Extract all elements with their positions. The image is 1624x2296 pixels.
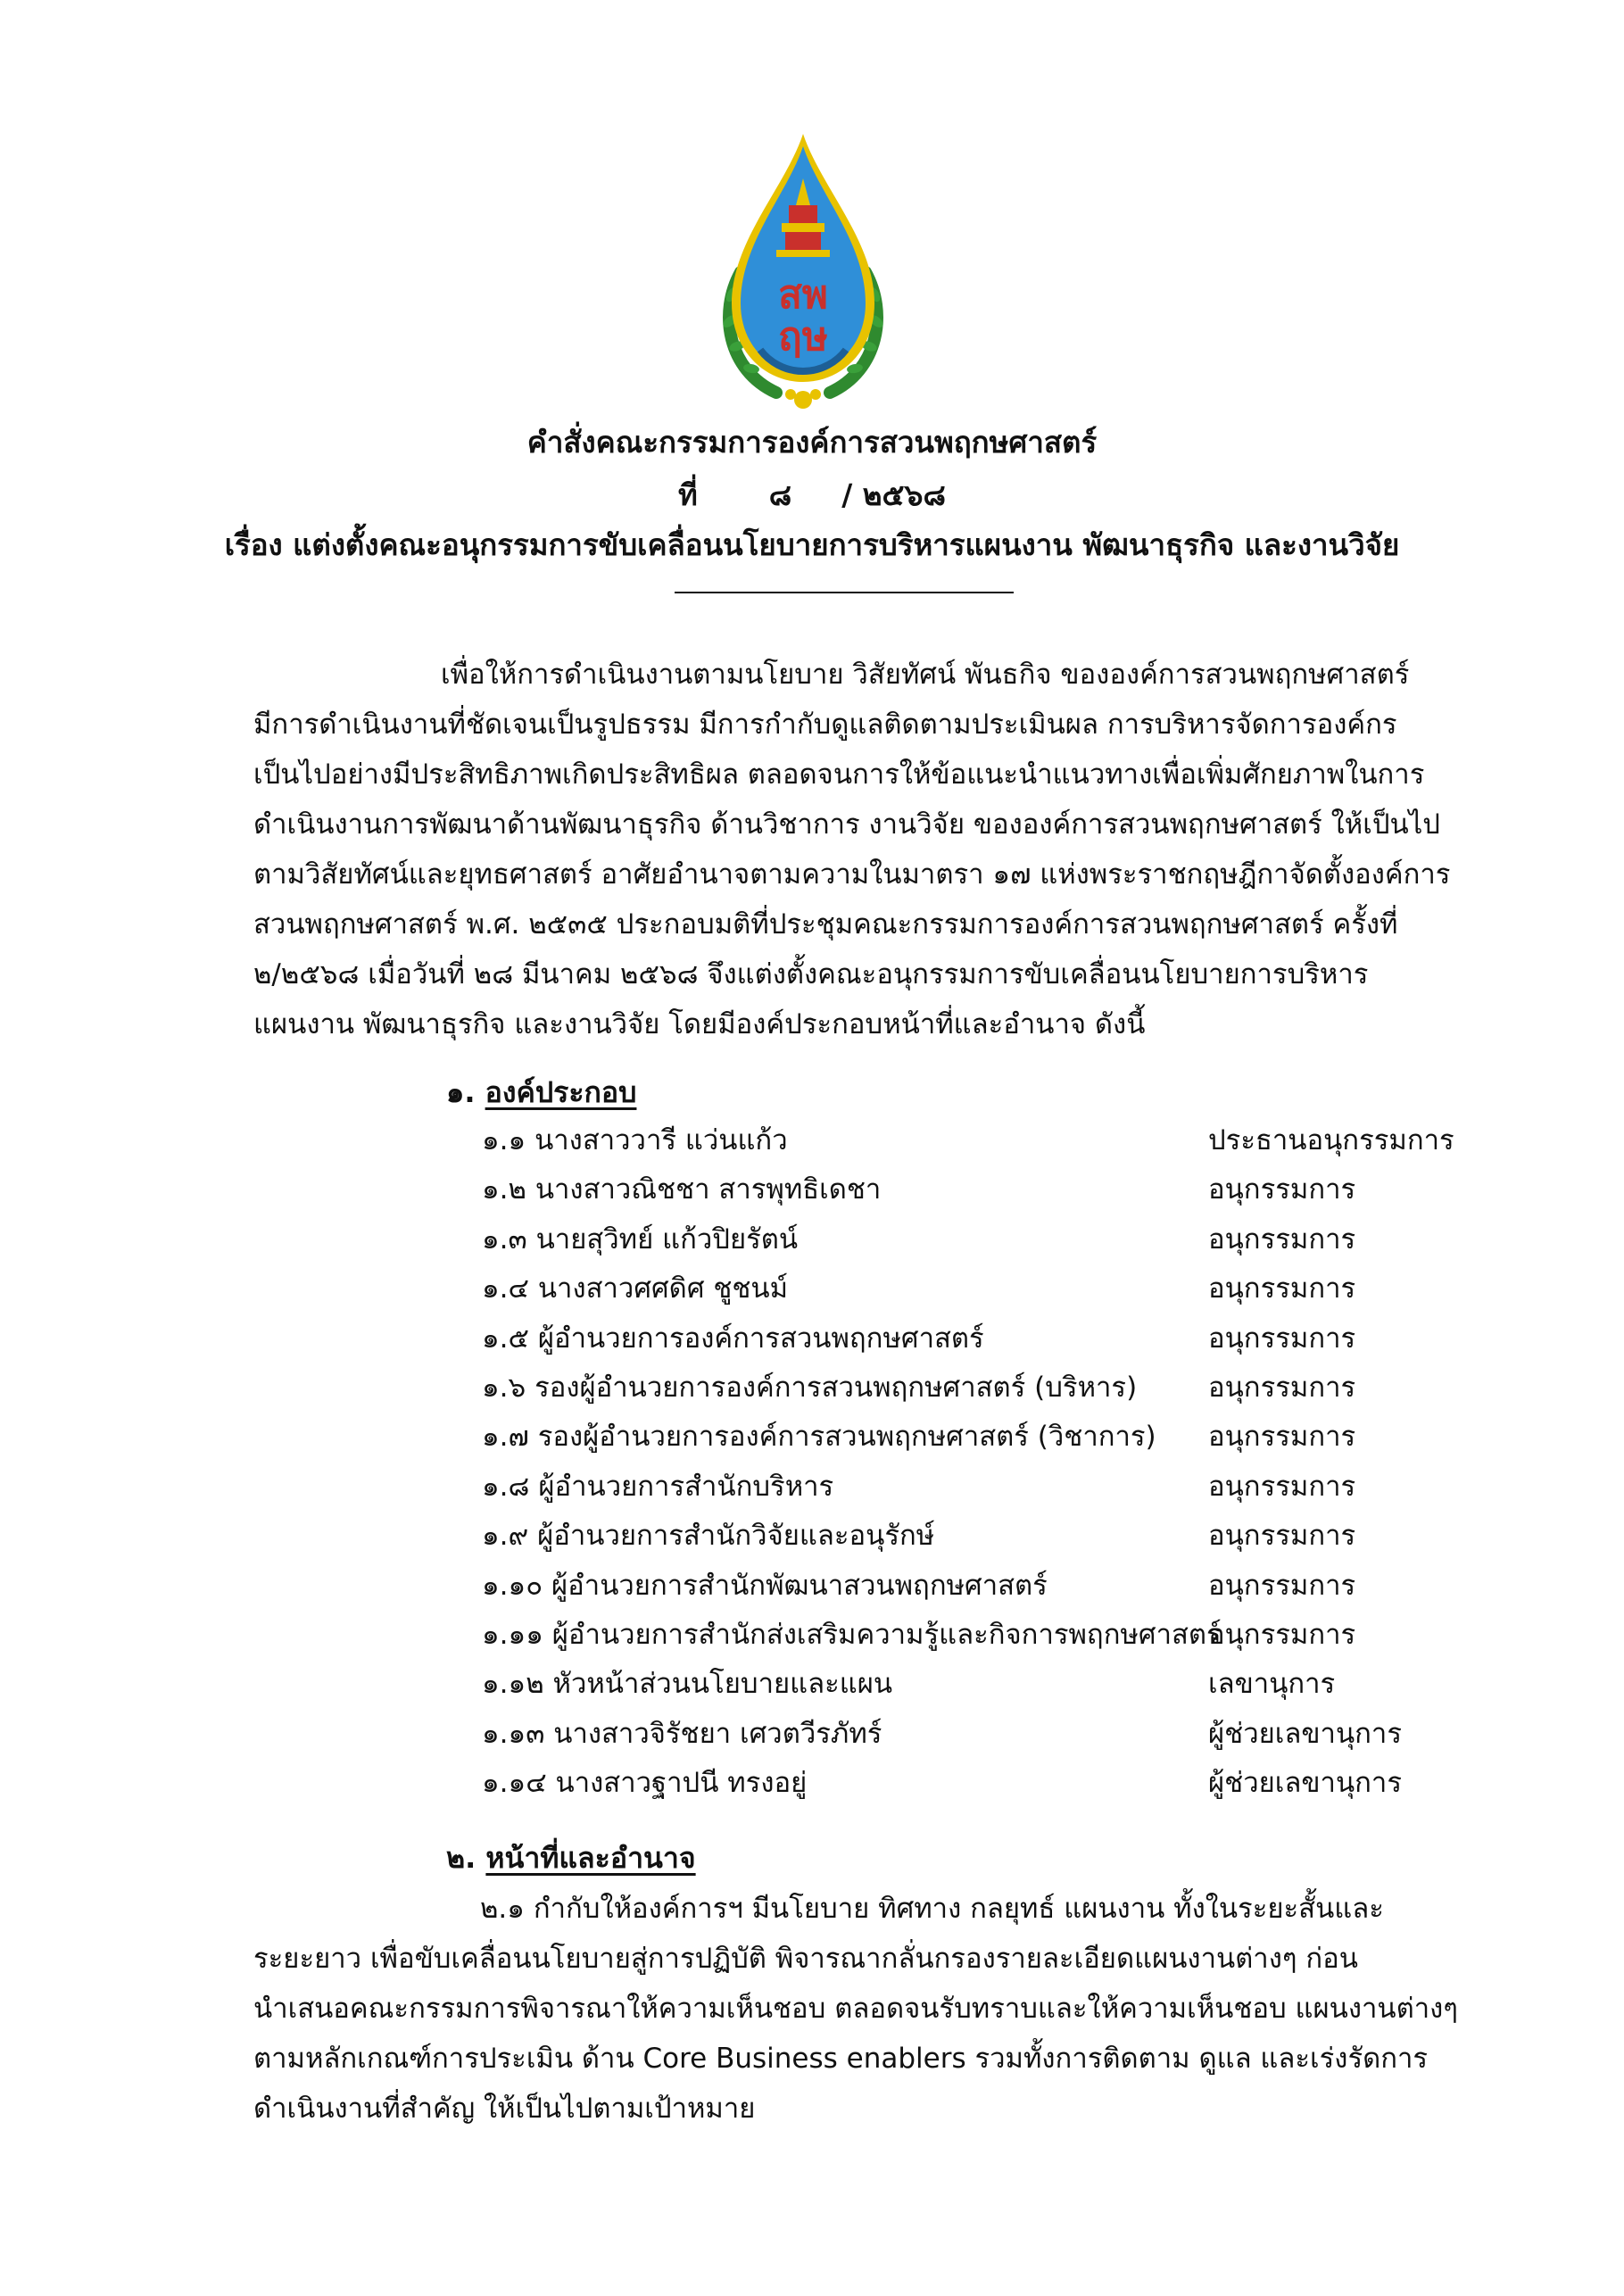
member-name: รองผู้อำนวยการองค์การสวนพฤกษศาสตร์ (วิชาการ) [537, 1421, 1156, 1454]
member-number: ๑.๖ [482, 1371, 526, 1404]
member-name: นางสาวศศดิศ ชูชนม์ [537, 1272, 789, 1305]
member-row [482, 1463, 1481, 1512]
member-row [482, 1512, 1481, 1561]
member-row [482, 1562, 1481, 1611]
member-number: ๑.๗ [482, 1421, 529, 1454]
member-role: อนุกรรมการ [1208, 1223, 1356, 1256]
member-row [482, 1264, 1481, 1314]
order-subject: เรื่อง แต่งตั้งคณะอนุกรรมการขับเคลื่อนนโยบายการบริหารแผนงาน พัฒนาธุรกิจ และงานวิจัย [224, 527, 1400, 562]
member-name: นางสาวฐาปนี ทรงอยู่ [555, 1767, 808, 1800]
member-role: อนุกรรมการ [1208, 1470, 1356, 1503]
member-number: ๑.๑๔ [482, 1767, 547, 1800]
intro-line: เป็นไปอย่างมีประสิทธิภาพเกิดประสิทธิผล ตลอดจนการให้ข้อแนะนำแนวทางเพื่อเพิ่มศักยภาพในการ [253, 758, 1425, 791]
duties-line: นำเสนอคณะกรรมการพิจารณาให้ความเห็นชอบ ตลอดจนรับทราบและให้ความเห็นชอบ แผนงานต่างๆ [253, 1993, 1458, 2025]
member-row [482, 1116, 1481, 1165]
member-role: อนุกรรมการ [1208, 1618, 1356, 1651]
member-name: นางสาวจิรัชยา เศวตวีรภัทร์ [553, 1717, 882, 1750]
intro-line: ๒/๒๕๖๘ เมื่อวันที่ ๒๘ มีนาคม ๒๕๖๘ จึงแต่งตั้งคณะอนุกรรมการขับเคลื่อนนโยบายการบริหาร [253, 958, 1369, 991]
member-row [482, 1413, 1481, 1462]
section-1-title: องค์ประกอบ [485, 1075, 637, 1109]
order-title: คำสั่งคณะกรรมการองค์การสวนพฤกษศาสตร์ [526, 425, 1098, 460]
member-role: อนุกรรมการ [1208, 1520, 1356, 1553]
section-2-heading [446, 1833, 696, 1883]
member-role: อนุกรรมการ [1208, 1322, 1356, 1355]
member-name: หัวหน้าส่วนนโยบายและแผน [552, 1668, 893, 1701]
heading-divider [675, 592, 1014, 593]
section-2-title: หน้าที่และอำนาจ [485, 1841, 696, 1875]
member-name: นายสุวิทย์ แก้วปิยรัตน์ [535, 1223, 799, 1256]
member-name: นางสาววารี แว่นแก้ว [534, 1124, 788, 1156]
member-number: ๑.๑ [482, 1124, 526, 1156]
member-role: อนุกรรมการ [1208, 1173, 1356, 1206]
member-name: นางสาวณิชชา สารพุทธิเดชา [534, 1173, 882, 1206]
member-role: อนุกรรมการ [1208, 1371, 1356, 1404]
order-number-year: / ๒๕๖๘ [841, 477, 946, 512]
order-number-label: ที่ [678, 477, 698, 512]
member-name: ผู้อำนวยการสำนักส่งเสริมความรู้และกิจการพฤกษศาสตร์ [551, 1618, 1222, 1651]
duties-line: ๒.๑ กำกับให้องค์การฯ มีนโยบาย ทิศทาง กลยุทธ์ แผนงาน ทั้งในระยะสั้นและ [480, 1893, 1384, 1925]
member-row [482, 1710, 1481, 1759]
section-1-number: ๑. [446, 1075, 476, 1109]
member-name: ผู้อำนวยการสำนักพัฒนาสวนพฤกษศาสตร์ [551, 1569, 1048, 1602]
member-number: ๑.๙ [482, 1520, 529, 1553]
intro-line: มีการดำเนินงานที่ชัดเจนเป็นรูปธรรม มีการกำกับดูแลติดตามประเมินผล การบริหารจัดการองค์กร [253, 709, 1397, 741]
duties-paragraph [253, 1884, 1458, 2134]
member-number: ๑.๑๑ [482, 1618, 543, 1651]
organization-emblem-icon [705, 116, 901, 419]
member-name: ผู้อำนวยการสำนักบริหาร [538, 1470, 834, 1503]
duties-line: ดำเนินงานที่สำคัญ ให้เป็นไปตามเป้าหมาย [253, 2093, 756, 2125]
duties-line: ตามหลักเกณฑ์การประเมิน ด้าน Core Business enablers รวมทั้งการติดตาม ดูแล และเร่งรัดการ [253, 2043, 1429, 2075]
svg-text:ฤษ: ฤษ [778, 314, 828, 360]
intro-line: เพื่อให้การดำเนินงานตามนโยบาย วิสัยทัศน์ พันธกิจ ขององค์การสวนพฤกษศาสตร์ [441, 659, 1410, 691]
section-2-number: ๒. [446, 1841, 476, 1875]
duties-line: ระยะยาว เพื่อขับเคลื่อนนโยบายสู่การปฏิบัติ พิจารณากลั่นกรองรายละเอียดแผนงานต่างๆ ก่อน [253, 1943, 1358, 1975]
member-row [482, 1611, 1481, 1660]
member-role: อนุกรรมการ [1208, 1421, 1356, 1454]
member-role: เลขานุการ [1208, 1668, 1336, 1701]
intro-line: ดำเนินงานการพัฒนาด้านพัฒนาธุรกิจ ด้านวิชาการ งานวิจัย ขององค์การสวนพฤกษศาสตร์ ให้เป็นไป [253, 808, 1440, 841]
member-number: ๑.๔ [482, 1272, 529, 1305]
member-role: อนุกรรมการ [1208, 1272, 1356, 1305]
member-role: อนุกรรมการ [1208, 1569, 1356, 1602]
member-role: ผู้ช่วยเลขานุการ [1208, 1767, 1402, 1800]
member-name: ผู้อำนวยการองค์การสวนพฤกษศาสตร์ [537, 1322, 984, 1355]
member-number: ๑.๘ [482, 1470, 530, 1503]
order-number [0, 470, 1624, 520]
intro-line: ตามวิสัยทัศน์และยุทธศาสตร์ อาศัยอำนาจตามความในมาตรา ๑๗ แห่งพระราชกฤษฎีกาจัดตั้งองค์การ [253, 858, 1451, 891]
member-name: รองผู้อำนวยการองค์การสวนพฤกษศาสตร์ (บริหาร) [534, 1371, 1138, 1404]
member-number: ๑.๑๐ [482, 1569, 543, 1602]
member-row [482, 1165, 1481, 1214]
member-row [482, 1215, 1481, 1264]
member-number: ๑.๓ [482, 1223, 527, 1256]
member-row [482, 1314, 1481, 1364]
member-name: ผู้อำนวยการสำนักวิจัยและอนุรักษ์ [537, 1520, 935, 1553]
intro-line: สวนพฤกษศาสตร์ พ.ศ. ๒๕๓๕ ประกอบมติที่ประชุมคณะกรรมการองค์การสวนพฤกษศาสตร์ ครั้งที่ [253, 908, 1398, 941]
member-number: ๑.๑๒ [482, 1668, 544, 1701]
member-row [482, 1759, 1481, 1808]
section-1-heading [446, 1067, 636, 1117]
intro-paragraph [253, 650, 1451, 1049]
member-number: ๑.๕ [482, 1322, 529, 1355]
member-row [482, 1364, 1481, 1413]
member-role: ประธานอนุกรรมการ [1208, 1124, 1454, 1156]
member-number: ๑.๒ [482, 1173, 526, 1206]
member-list [482, 1116, 1481, 1808]
member-row [482, 1660, 1481, 1709]
member-role: ผู้ช่วยเลขานุการ [1208, 1717, 1402, 1750]
intro-line: แผนงาน พัฒนาธุรกิจ และงานวิจัย โดยมีองค์ประกอบหน้าที่และอำนาจ ดังนี้ [253, 1008, 1146, 1040]
order-number-value: ๘ [768, 477, 792, 512]
member-number: ๑.๑๓ [482, 1717, 545, 1750]
svg-text:สพ: สพ [778, 272, 828, 318]
